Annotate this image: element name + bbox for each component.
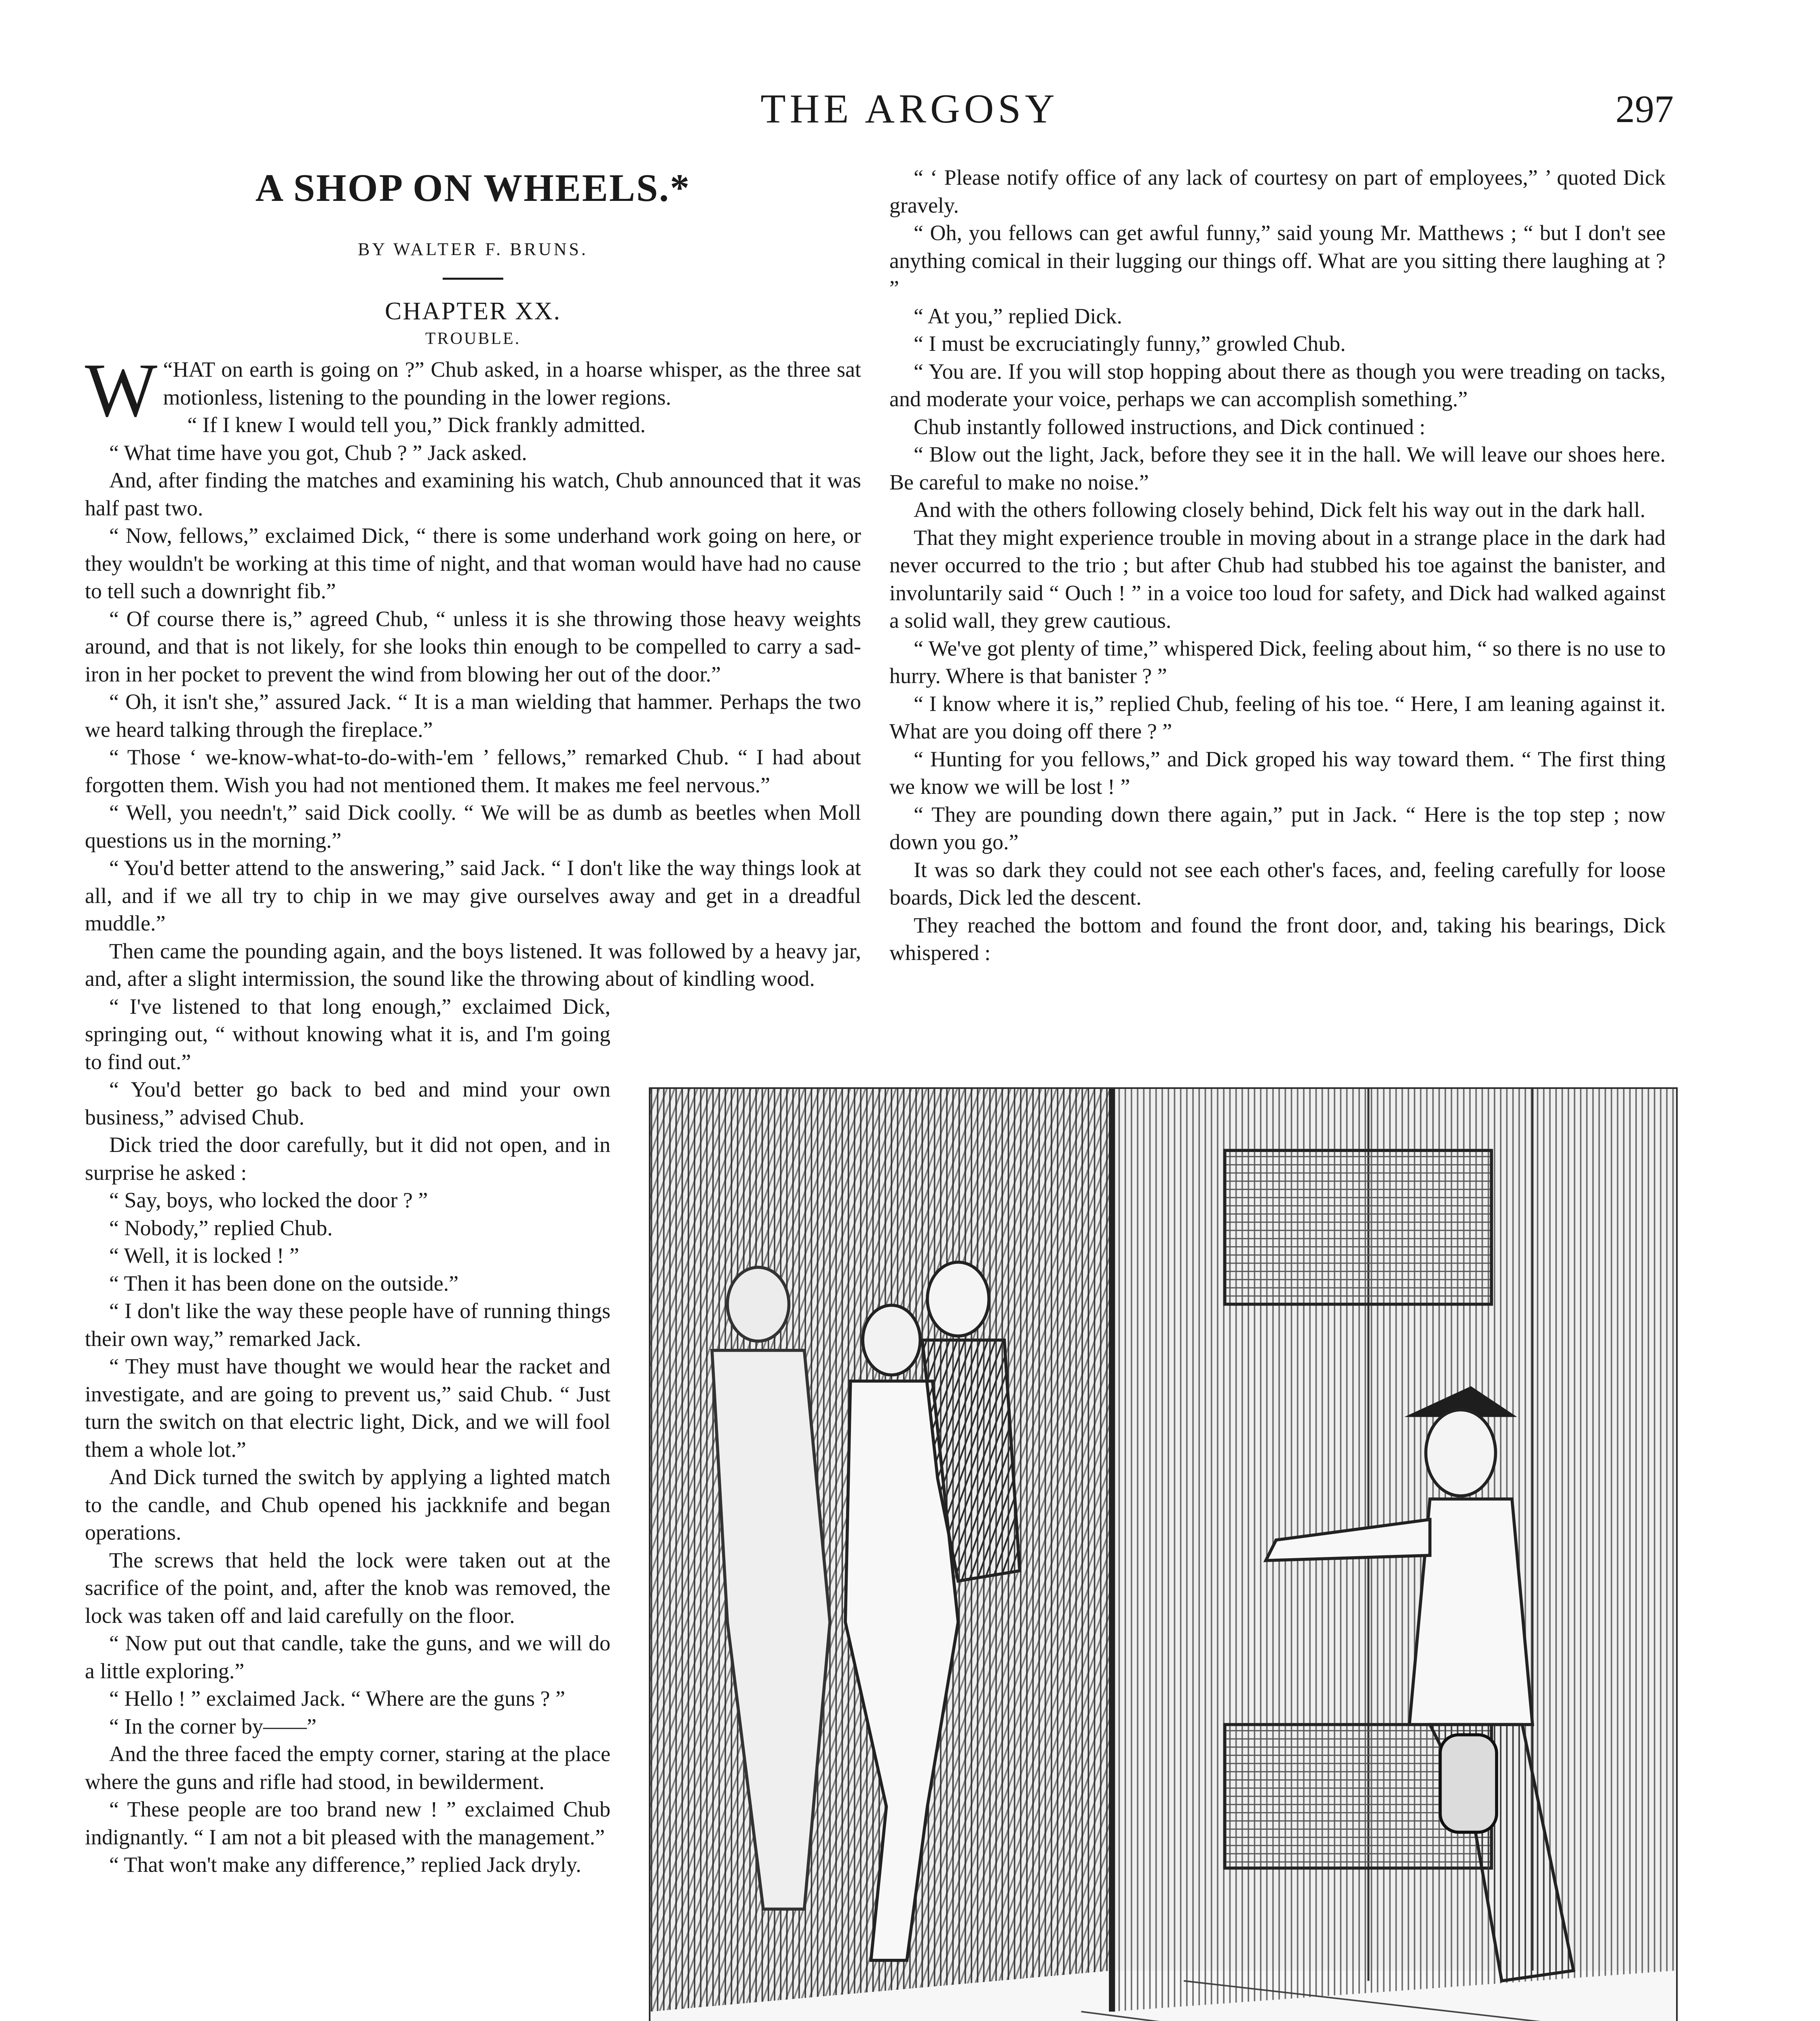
byline: BY WALTER F. BRUNS. (358, 239, 588, 259)
left-column-paragraph: “ If I knew I would tell you,” Dick frankly admitted. (187, 413, 646, 437)
title-rule (443, 278, 503, 280)
left-column-paragraph: “ Now, fellows,” exclaimed Dick, “ there is some underhand work going on here, or they wouldn't be working at this time of night, and that woman would have had no cause to tell such a downright fib.” (85, 523, 861, 603)
right-column-paragraph: “ I must be excruciatingly funny,” growled Chub. (914, 331, 1346, 356)
left-column-narrow-paragraph: “ I've listened to that long enough,” exclaimed Dick, springing out, “ without knowing what it is, and I'm going to find out.” (85, 994, 610, 1074)
left-column-paragraph: “ What time have you got, Chub ? ” Jack asked. (109, 440, 527, 465)
left-column-narrow-paragraph: And Dick turned the switch by applying a lighted match to the candle, and Chub opened his jackknife and began operations. (85, 1465, 610, 1544)
left-column-narrow-paragraph: “ That won't make any difference,” replied Jack dryly. (109, 1852, 581, 1877)
left-column-paragraph: “ Of course there is,” agreed Chub, “ unless it is she throwing those heavy weights around, and that is not likely, for she looks thin enough to be compelled to carry a sad-iron in her pocket to prevent the wind from blowing her out of the door.” (85, 606, 861, 686)
left-column-narrow-paragraph: The screws that held the lock were taken out at the sacrifice of the point, and, after the knob was removed, the lock was taken off and laid carefully on the floor. (85, 1548, 610, 1628)
left-narrow-paragraphs (85, 993, 610, 1879)
left-column-narrow-paragraph: “ Hello ! ” exclaimed Jack. “ Where are the guns ? ” (109, 1686, 565, 1711)
page-number: 297 (1615, 87, 1674, 131)
right-column-paragraph: “ ‘ Please notify office of any lack of courtesy on part of employees,” ’ quoted Dick gravely. (889, 165, 1666, 217)
opening-quote: “ (163, 357, 173, 382)
door-panel-upper (1225, 1150, 1492, 1304)
left-column-narrow-paragraph: “ I don't like the way these people have of running things their own way,” remarked Jack. (85, 1299, 610, 1351)
right-column-paragraph: “ Blow out the light, Jack, before they see it in the hall. We will leave our shoes here. Be careful to make no noise.” (889, 442, 1666, 494)
opening-paragraph-text: HAT on earth is going on ?” Chub asked, in a hoarse whisper, as the three sat motionless, listening to the pounding in the lower regions. (163, 357, 861, 409)
illustration-drawing (650, 1089, 1676, 2021)
drop-cap: W (85, 348, 158, 433)
right-column-paragraph: They reached the bottom and found the front door, and, taking his bearings, Dick whispered : (889, 913, 1666, 965)
story-illustration (649, 1087, 1678, 2021)
right-column-paragraph: “ Oh, you fellows can get awful funny,” said young Mr. Matthews ; “ but I don't see anything comical in their lugging our things off. What are you sitting there laughing at ? ” (889, 221, 1666, 300)
left-column-narrow-paragraph: “ Say, boys, who locked the door ? ” (109, 1188, 428, 1212)
right-column-paragraph: “ At you,” replied Dick. (914, 304, 1122, 328)
lantern-icon (1440, 1735, 1497, 1832)
left-column-paragraph: “ Oh, it isn't she,” assured Jack. “ It is a man wielding that hammer. Perhaps the two we heard talking through the fireplace.” (85, 690, 861, 742)
right-column-paragraph: That they might experience trouble in moving about in a strange place in the dark had never occurred to the trio ; but after Chub had stubbed his toe against the banister, and involuntarily said “ Ouch ! ” in a voice too loud for safety, and Dick had walked against a solid wall, they grew cautious. (889, 525, 1666, 633)
right-column (889, 164, 1666, 967)
left-column-narrow-paragraph: “ Then it has been done on the outside.” (109, 1271, 459, 1295)
right-column-text (889, 164, 1666, 967)
chapter-title: TROUBLE. (425, 329, 521, 348)
left-paragraphs (85, 411, 861, 993)
left-column-paragraph: “ Well, you needn't,” said Dick coolly. “ We will be as dumb as beetles when Moll questions us in the morning.” (85, 800, 861, 852)
left-column-narrow-paragraph: “ In the corner by——” (109, 1714, 317, 1738)
left-column-narrow-paragraph: “ These people are too brand new ! ” exclaimed Chub indignantly. “ I am not a bit pleased with the management.” (85, 1797, 610, 1849)
right-column-paragraph: “ We've got plenty of time,” whispered Dick, feeling about him, “ so there is no use to hurry. Where is that banister ? ” (889, 636, 1666, 688)
magazine-title: THE ARGOSY (760, 86, 1059, 132)
left-column-narrow-paragraph: And the three faced the empty corner, staring at the place where the guns and rifle had stood, in bewilderment. (85, 1742, 610, 1794)
right-column-paragraph: “ Hunting for you fellows,” and Dick groped his way toward them. “ The first thing we know we will be lost ! ” (889, 747, 1666, 799)
right-column-paragraph: “ I know where it is,” replied Chub, feeling of his toe. “ Here, I am leaning against it. What are you doing off there ? ” (889, 691, 1666, 743)
left-column-narrow-paragraph: Dick tried the door carefully, but it did not open, and in surprise he asked : (85, 1133, 610, 1185)
running-head (0, 83, 1820, 143)
chapter-heading: CHAPTER XX. (384, 297, 562, 325)
right-column-paragraph: It was so dark they could not see each other's faces, and, feeling carefully for loose boards, Dick led the descent. (889, 857, 1666, 909)
right-column-paragraph: And with the others following closely behind, Dick felt his way out in the dark hall. (914, 498, 1646, 522)
right-column-paragraph: “ You are. If you will stop hopping about there as though you were treading on tacks, and moderate your voice, perhaps we can accomplish something.” (889, 359, 1666, 411)
left-column-narrow-paragraph: “ Nobody,” replied Chub. (109, 1215, 333, 1240)
left-column-paragraph: Then came the pounding again, and the boys listened. It was followed by a heavy jar, and, after a slight intermission, the sound like the throwing about of kindling wood. (85, 939, 861, 991)
left-column-narrow-paragraph: “ Now put out that candle, take the guns, and we will do a little exploring.” (85, 1631, 610, 1683)
left-column-paragraph: And, after finding the matches and examining his watch, Chub announced that it was half past two. (85, 468, 861, 520)
left-column-narrow-paragraph: “ They must have thought we would hear the racket and investigate, and are going to prevent us,” said Chub. “ Just turn the switch on that electric light, Dick, and we will fool them a whole lot.” (85, 1354, 610, 1462)
right-column-paragraph: Chub instantly followed instructions, and Dick continued : (914, 414, 1425, 439)
right-column-paragraph: “ They are pounding down there again,” put in Jack. “ Here is the top step ; now down you go.” (889, 802, 1666, 854)
left-column-paragraph: “ Those ‘ we-know-what-to-do-with-'em ’ fellows,” remarked Chub. “ I had about forgotten them. Wish you had not mentioned them. It makes me feel nervous.” (85, 745, 861, 797)
story-title: A SHOP ON WHEELS.* (255, 166, 691, 209)
left-column-paragraph: “ You'd better attend to the answering,” said Jack. “ I don't like the way things look at all, and if we all try to chip in we may give ourselves away and get in a dreadful muddle.” (85, 856, 861, 935)
left-column-narrow-paragraph: “ Well, it is locked ! ” (109, 1243, 300, 1268)
left-column-narrow-paragraph: “ You'd better go back to bed and mind your own business,” advised Chub. (85, 1077, 610, 1129)
